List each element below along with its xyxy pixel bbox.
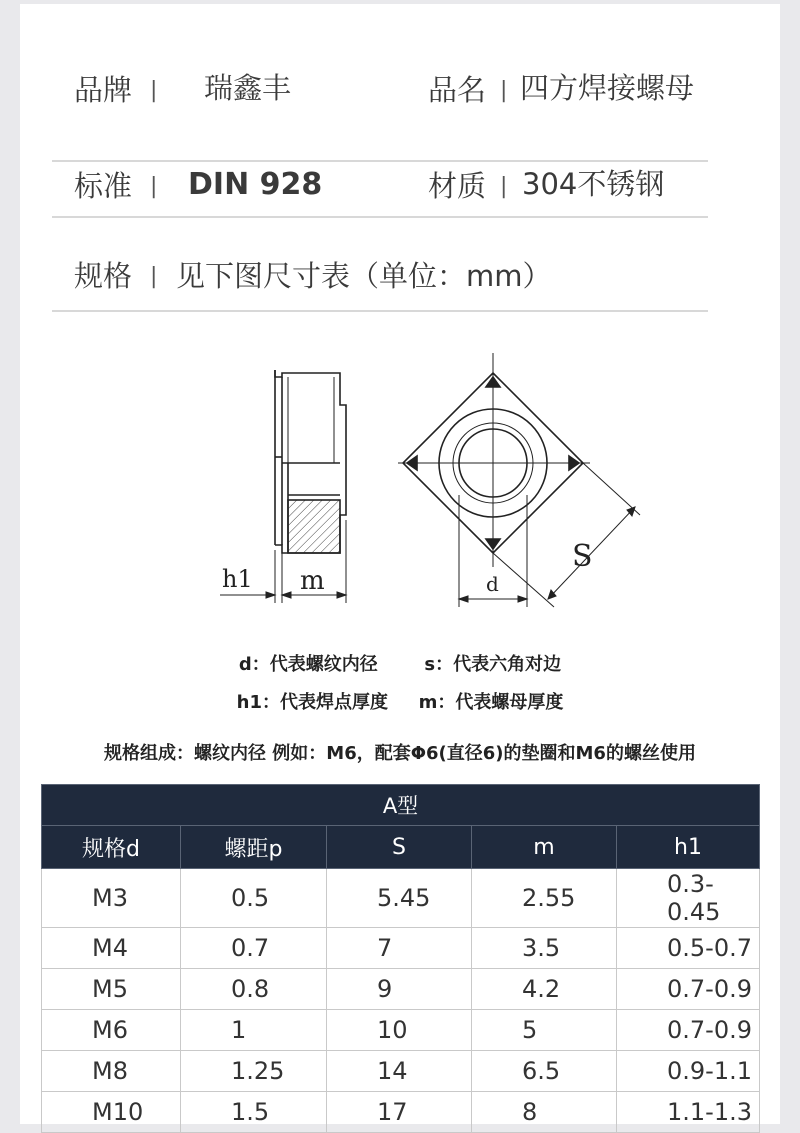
name-value: 四方焊接螺母: [520, 71, 695, 105]
legend-m: m：代表螺母厚度: [418, 692, 564, 713]
table-cell: 10: [327, 1010, 472, 1051]
legend-line-2: [0, 688, 800, 714]
m-label: m: [300, 566, 325, 596]
table-cell: 0.5: [181, 869, 327, 928]
side-view: [275, 370, 346, 553]
table-cell: 5: [472, 1010, 617, 1051]
table-cell: M8: [42, 1051, 181, 1092]
spec-table: [41, 784, 760, 1133]
table-cell: 4.2: [472, 969, 617, 1010]
separator: |: [500, 78, 508, 103]
table-row: [42, 928, 760, 969]
separator: |: [500, 174, 508, 199]
front-view: [398, 353, 590, 567]
spec-label: 规格: [74, 259, 133, 293]
table-row: [42, 869, 760, 928]
table-row: [42, 1092, 760, 1133]
table-cell: M6: [42, 1010, 181, 1051]
table-column-header: 螺距p: [181, 826, 327, 869]
table-cell: 1.1-1.3: [617, 1092, 760, 1133]
table-cell: M5: [42, 969, 181, 1010]
table-cell: 7: [327, 928, 472, 969]
table-cell: 0.9-1.1: [617, 1051, 760, 1092]
table-row: [42, 969, 760, 1010]
separator: |: [150, 264, 158, 289]
table-column-header: h1: [617, 826, 760, 869]
spec-value: 见下图尺寸表（单位：mm）: [176, 259, 552, 293]
table-cell: 0.5-0.7: [617, 928, 760, 969]
s-dimension: [493, 463, 640, 607]
table-cell: 1.5: [181, 1092, 327, 1133]
table-row: [42, 1051, 760, 1092]
table-cell: 0.7-0.9: [617, 1010, 760, 1051]
table-cell: 6.5: [472, 1051, 617, 1092]
table-cell: 0.7-0.9: [617, 969, 760, 1010]
table-cell: 2.55: [472, 869, 617, 928]
info-row-spec: [52, 218, 708, 312]
table-cell: 3.5: [472, 928, 617, 969]
legend-line-1: [0, 650, 800, 676]
table-cell: 0.3-0.45: [617, 869, 760, 928]
table-group-header: A型: [42, 785, 760, 826]
table-cell: 17: [327, 1092, 472, 1133]
table-header-row: [42, 826, 760, 869]
table-cell: 1.25: [181, 1051, 327, 1092]
legend-d: d：代表螺纹内径: [238, 654, 378, 675]
h1-label: h1: [222, 565, 253, 593]
legend-h1: h1：代表焊点厚度: [236, 692, 388, 713]
name-label: 品名: [428, 73, 487, 107]
table-cell: 8: [472, 1092, 617, 1133]
separator: |: [150, 174, 158, 199]
table-cell: M4: [42, 928, 181, 969]
separator: |: [150, 78, 158, 103]
table-body: [42, 869, 760, 1133]
material-label: 材质: [428, 169, 487, 203]
material-value: 304不锈钢: [522, 167, 665, 201]
s-label: S: [572, 539, 593, 574]
nut-technical-drawing: [180, 345, 650, 620]
table-cell: M3: [42, 869, 181, 928]
brand-label: 品牌: [74, 73, 133, 107]
table-column-header: 规格d: [42, 826, 181, 869]
table-cell: M10: [42, 1092, 181, 1133]
info-row-standard: [52, 120, 708, 218]
table-cell: 0.8: [181, 969, 327, 1010]
legend-s: s：代表六角对边: [424, 654, 562, 675]
table-cell: 1: [181, 1010, 327, 1051]
brand-value: 瑞鑫丰: [204, 71, 292, 105]
table-cell: 5.45: [327, 869, 472, 928]
table-cell: 9: [327, 969, 472, 1010]
spec-note: 规格组成：螺纹内径 例如：M6，配套Φ6(直径6)的垫圈和M6的螺丝使用: [104, 743, 696, 764]
d-label: d: [486, 572, 499, 596]
table-cell: 14: [327, 1051, 472, 1092]
table-cell: 0.7: [181, 928, 327, 969]
standard-label: 标准: [74, 169, 133, 203]
table-column-header: S: [327, 826, 472, 869]
standard-value: DIN 928: [188, 167, 323, 202]
table-column-header: m: [472, 826, 617, 869]
table-row: [42, 1010, 760, 1051]
